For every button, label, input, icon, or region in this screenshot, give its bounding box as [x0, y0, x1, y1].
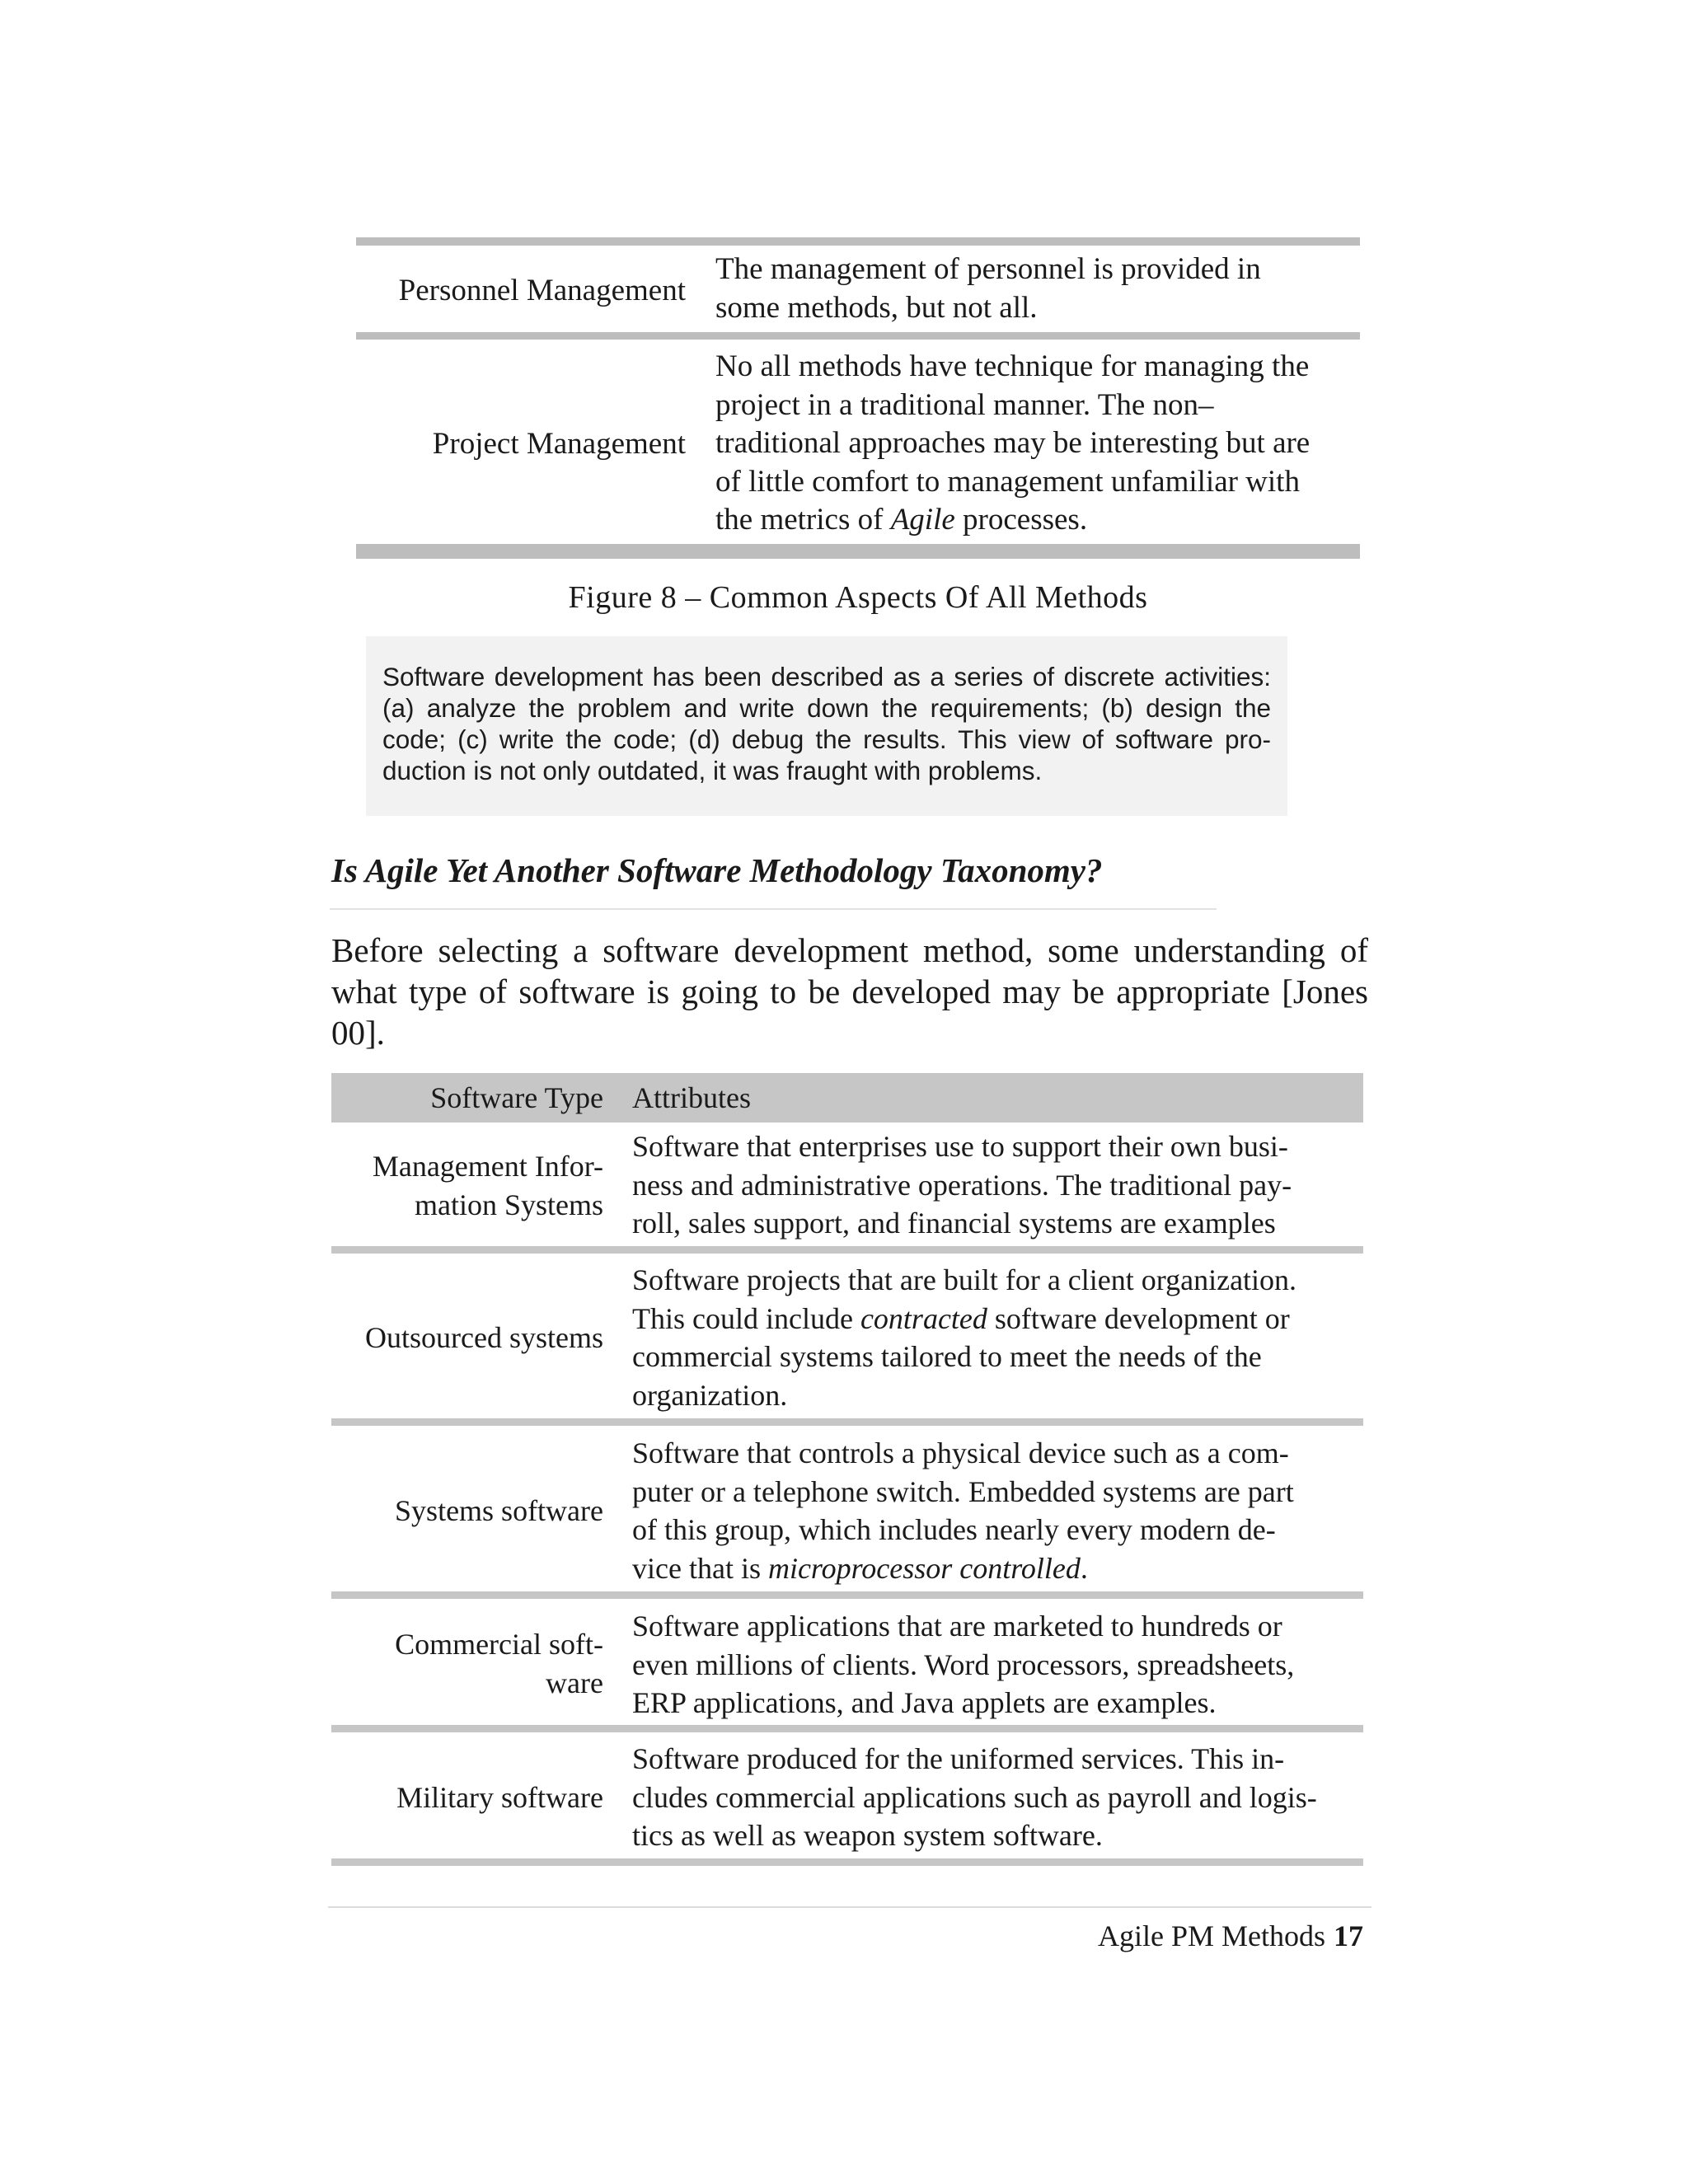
emphasis: contracted: [860, 1301, 987, 1335]
attributes-cell: Software that controls a physical device such as a com- puter or a telephone switch. Embedded systems are part of this group, which includes nearly every modern de- vice that is microprocessor controlled.: [632, 1436, 1294, 1585]
attributes-cell: Software projects that are built for a client organization. This could include contracted software development or commercial systems tailored to meet the needs of the organization.: [632, 1263, 1297, 1412]
figure-caption: Figure 8 – Common Aspects Of All Methods: [568, 580, 1148, 615]
software-type-cell: Military software: [396, 1781, 603, 1814]
callout-text: Software development has been described as a series of discrete activities: (a) analyze the problem and write down the requirements; (b) design the code; (c) write the code; (d) debug the results. This view of software pro- duction is not only outdated, it was fraught with problems.: [382, 662, 1271, 785]
row-description: [715, 251, 1357, 327]
heading-divider: [330, 908, 1217, 910]
software-type-cell: Outsourced systems: [365, 1321, 603, 1354]
body-paragraph: Before selecting a software development method, some understanding of what type of software is going to be developed may be appropriate [Jones 00].: [331, 931, 1368, 1052]
table-rule: [356, 332, 1360, 340]
description-line: the metrics of Agile processes.: [715, 503, 1088, 537]
description-line: No all methods have technique for managing the: [715, 349, 1310, 383]
row-description: [715, 348, 1357, 540]
column-header-attributes: Attributes: [632, 1081, 751, 1114]
description-line: The management of personnel is provided in: [715, 252, 1261, 286]
table-rule: [356, 544, 1360, 559]
table-rule: [331, 1246, 1363, 1254]
column-header-software-type: Software Type: [430, 1081, 603, 1114]
table-rule: [356, 237, 1360, 246]
row-label: Personnel Management: [398, 274, 686, 307]
attributes-cell: Software applications that are marketed to hundreds or even millions of clients. Word processors, spreadsheets, ERP applications, and Java applets are examples.: [632, 1610, 1295, 1719]
callout-box: [366, 636, 1287, 816]
software-type-cell: Management Infor- mation Systems: [372, 1150, 603, 1221]
row-label: Project Management: [432, 427, 686, 461]
page-footer: [1098, 1915, 1363, 1957]
page-number: 17: [1334, 1919, 1363, 1952]
table-rule: [331, 1858, 1363, 1866]
table-rule: [331, 1725, 1363, 1732]
description-line: project in a traditional manner. The non–: [715, 387, 1214, 422]
table-rule: [331, 1418, 1363, 1426]
section-heading: Is Agile Yet Another Software Methodology Taxonomy?: [331, 851, 1103, 889]
emphasis: Agile: [890, 503, 955, 537]
software-type-cell: Commercial soft- ware: [395, 1628, 603, 1699]
footer-divider: [328, 1906, 1372, 1908]
software-type-cell: Systems software: [395, 1494, 603, 1527]
emphasis: microprocessor controlled: [767, 1551, 1081, 1585]
attributes-cell: Software that enterprises use to support their own busi- ness and administrative operations. The traditional pay- roll, sales support, and financial systems are examples: [632, 1130, 1292, 1240]
description-line: of little comfort to management unfamiliar with: [715, 464, 1300, 499]
attributes-cell: Software produced for the uniformed services. This in- cludes commercial applications such as payroll and logis- tics as well as weapon system software.: [632, 1742, 1317, 1852]
description-line: traditional approaches may be interesting but are: [715, 426, 1311, 460]
running-title: Agile PM Methods: [1097, 1919, 1325, 1952]
description-line: some methods, but not all.: [715, 290, 1038, 325]
table-rule: [331, 1591, 1363, 1599]
